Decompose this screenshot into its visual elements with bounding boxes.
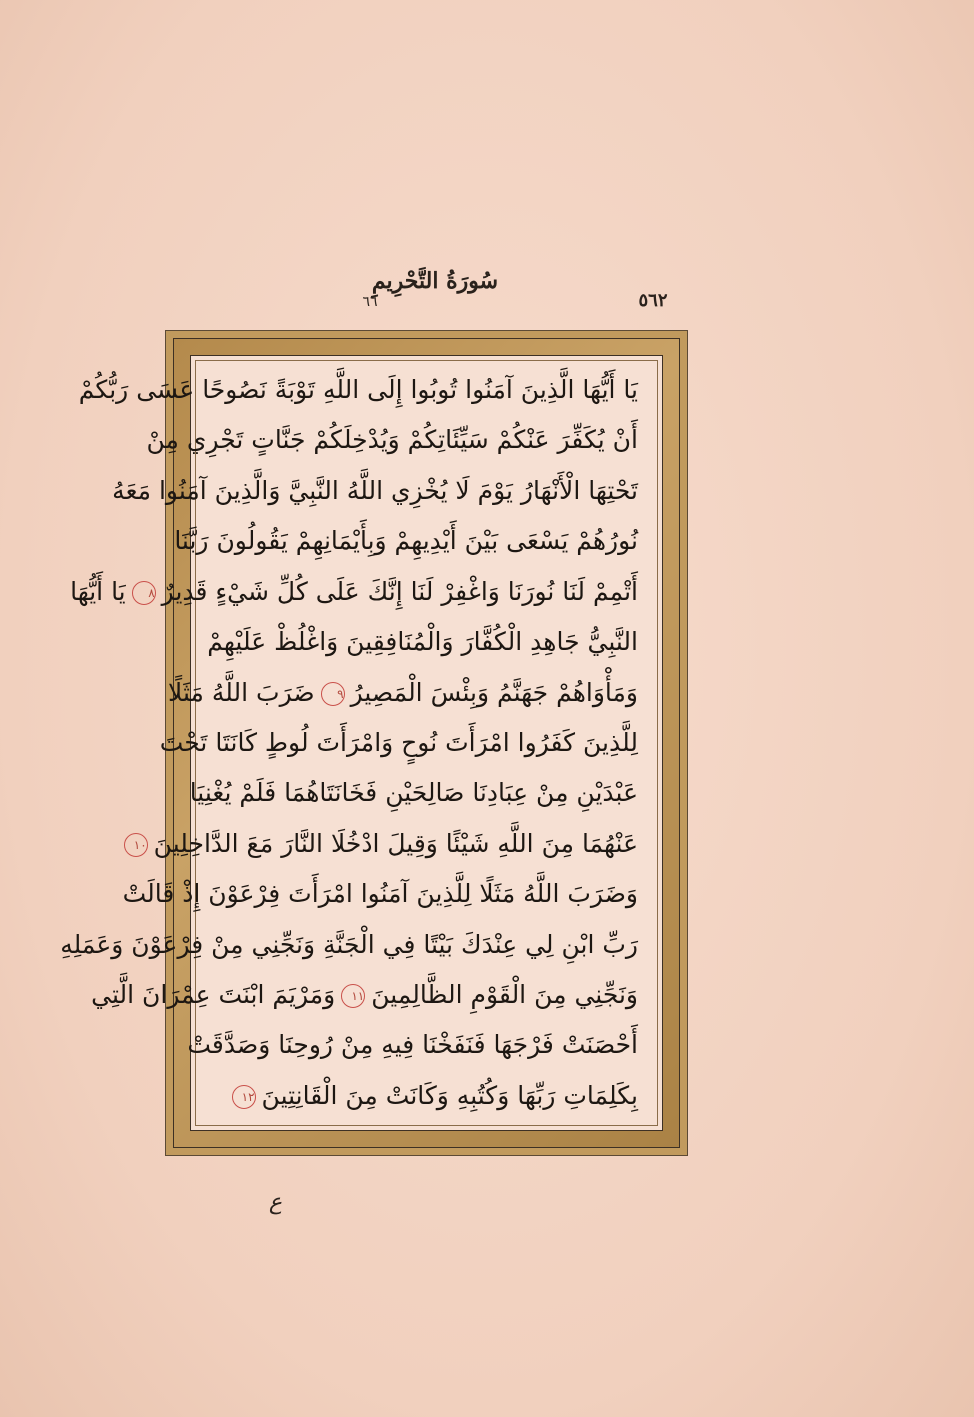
text-line: عَنْهُمَا مِنَ اللَّهِ شَيْئًا وَقِيلَ ادْخُلَا النَّارَ مَعَ الدَّاخِلِينَ١٠ (215, 820, 638, 868)
text-line: لِلَّذِينَ كَفَرُوا امْرَأَتَ نُوحٍ وَامْرَأَتَ لُوطٍ كَانَتَا تَحْتَ (159, 727, 638, 757)
text-line: وَنَجِّنِي مِنَ الْقَوْمِ الظَّالِمِينَ١١وَمَرْيَمَ ابْنَتَ عِمْرَانَ الَّتِي (91, 980, 638, 1010)
text-line: تَحْتِهَا الْأَنْهَارُ يَوْمَ لَا يُخْزِي اللَّهُ النَّبِيَّ وَالَّذِينَ آمَنُوا مَعَهُ (112, 475, 638, 505)
gold-border (60, 338, 680, 1148)
text-panel (60, 355, 663, 1131)
text-line: نُورُهُمْ يَسْعَى بَيْنَ أَيْدِيهِمْ وَبِأَيْمَانِهِمْ يَقُولُونَ رَبَّنَا (174, 526, 638, 556)
text-line: يَا أَيُّهَا الَّذِينَ آمَنُوا تُوبُوا إِلَى اللَّهِ تَوْبَةً نَصُوحًا عَسَى رَبُّكُمْ (78, 375, 638, 404)
verse-marker: ٨ (132, 581, 156, 605)
page-number: ٥٦٢ (638, 290, 668, 311)
catchword-signature: ع (268, 1190, 282, 1215)
text-line: أَنْ يُكَفِّرَ عَنْكُمْ سَيِّئَاتِكُمْ وَيُدْخِلَكُمْ جَنَّاتٍ تَجْرِي مِنْ (146, 425, 638, 455)
text-line: بِكَلِمَاتِ رَبِّهَا وَكُتُبِهِ وَكَانَتْ مِنَ الْقَانِتِينَ١٢ (215, 1072, 638, 1120)
text-line: النَّبِيُّ جَاهِدِ الْكُفَّارَ وَالْمُنَافِقِينَ وَاغْلُظْ عَلَيْهِمْ (207, 627, 638, 657)
text-line: أَتْمِمْ لَنَا نُورَنَا وَاغْفِرْ لَنَا إِنَّكَ عَلَى كُلِّ شَيْءٍ قَدِيرٌ٨يَا أَيُّهَا (70, 576, 638, 606)
text-line: وَمَأْوَاهُمْ جَهَنَّمُ وَبِئْسَ الْمَصِيرُ٩ضَرَبَ اللَّهُ مَثَلًا (168, 677, 638, 707)
verse-text-block (60, 366, 638, 1120)
text-line: أَحْصَنَتْ فَرْجَهَا فَنَفَخْنَا فِيهِ مِنْ رُوحِنَا وَصَدَّقَتْ (187, 1030, 638, 1060)
text-frame (60, 330, 688, 1156)
text-line: وَضَرَبَ اللَّهُ مَثَلًا لِلَّذِينَ آمَنُوا امْرَأَتَ فِرْعَوْنَ إِذْ قَالَتْ (122, 879, 638, 909)
verse-marker: ١١ (341, 984, 365, 1008)
verse-marker: ١٢ (232, 1085, 256, 1109)
text-line: رَبِّ ابْنِ لِي عِنْدَكَ بَيْتًا فِي الْجَنَّةِ وَنَجِّنِي مِنْ فِرْعَوْنَ وَعَمَلِهِ (60, 929, 638, 959)
surah-number: ٦٦ (362, 294, 378, 310)
verse-marker: ٩ (321, 682, 345, 706)
verse-marker: ١٠ (124, 833, 148, 857)
surah-title: سُورَةُ التَّحْرِيمِ (371, 268, 499, 294)
text-line: عَبْدَيْنِ مِنْ عِبَادِنَا صَالِحَيْنِ فَخَانَتَاهُمَا فَلَمْ يُغْنِيَا (189, 778, 638, 808)
